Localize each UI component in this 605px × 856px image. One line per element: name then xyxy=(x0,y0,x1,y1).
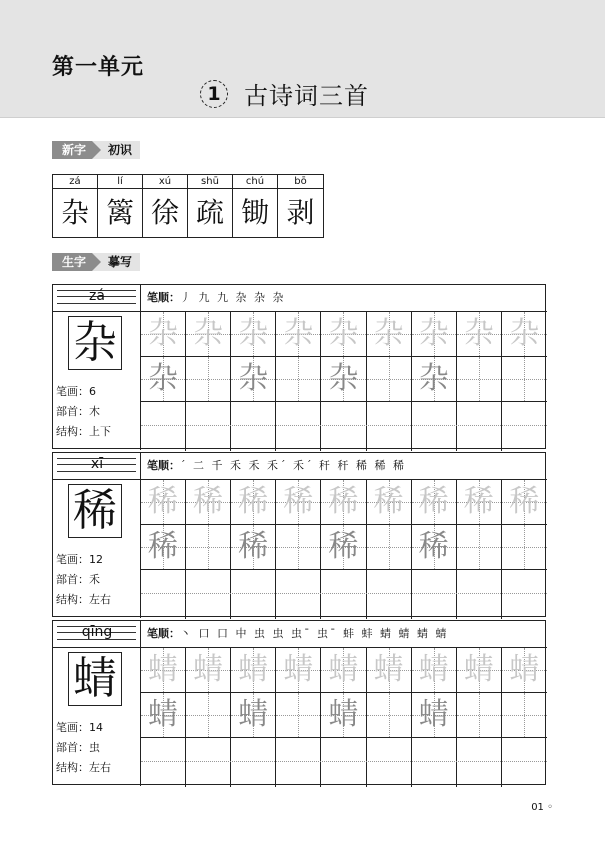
stroke-count-value: 14 xyxy=(89,721,103,734)
structure-label: 结构： xyxy=(56,761,89,774)
writing-cell[interactable] xyxy=(276,402,321,451)
pinyin: xī xyxy=(90,456,104,472)
writing-cell[interactable] xyxy=(321,402,366,451)
lesson-number: 1 xyxy=(200,80,228,108)
trace-char: 蜻 xyxy=(148,652,179,687)
writing-cell[interactable] xyxy=(502,738,547,787)
hanzi: 剥 xyxy=(286,196,315,229)
hanzi: 锄 xyxy=(240,196,269,229)
trace-char: 稀 xyxy=(238,484,269,519)
stroke-order xyxy=(141,621,547,647)
grid-guide xyxy=(141,593,547,594)
trace-char: 稀 xyxy=(373,484,404,519)
recognize-cell xyxy=(188,175,233,237)
model-char: 杂 xyxy=(68,316,122,370)
recognize-cell xyxy=(143,175,188,237)
writing-cell[interactable] xyxy=(502,693,547,738)
trace-char: 杂 xyxy=(238,316,269,351)
section-tag-recognize xyxy=(52,141,140,159)
writing-cell[interactable] xyxy=(321,312,366,357)
stroke-count-label: 笔画： xyxy=(56,385,89,398)
stroke-order-label: 笔顺： xyxy=(147,291,180,304)
sample-char: 稀 xyxy=(238,529,269,564)
trace-char: 杂 xyxy=(373,316,404,351)
section-tag-title: 摹写 xyxy=(92,253,140,271)
char-info xyxy=(53,479,141,618)
sample-char: 杂 xyxy=(148,361,179,396)
radical-label: 部首： xyxy=(56,741,89,754)
trace-char: 蜻 xyxy=(509,652,540,687)
lesson-heading xyxy=(200,76,369,111)
stroke-count-label: 笔画： xyxy=(56,721,89,734)
writing-cell[interactable] xyxy=(276,570,321,619)
trace-char: 蜻 xyxy=(238,652,269,687)
writing-grid xyxy=(141,647,547,786)
radical xyxy=(56,570,100,590)
writing-cell[interactable] xyxy=(141,693,186,738)
writing-cell[interactable] xyxy=(321,693,366,738)
structure-value: 上下 xyxy=(89,425,111,438)
writing-cell[interactable] xyxy=(186,648,231,693)
writing-cell[interactable] xyxy=(231,570,276,619)
stroke-order-label: 笔顺： xyxy=(147,627,180,640)
writing-cell[interactable] xyxy=(412,738,457,787)
structure xyxy=(56,758,111,778)
writing-cell[interactable] xyxy=(141,525,186,570)
writing-cell[interactable] xyxy=(276,480,321,525)
writing-grid xyxy=(141,311,547,450)
trace-char: 稀 xyxy=(509,484,540,519)
pinyin-box xyxy=(53,285,141,311)
structure-value: 左右 xyxy=(89,761,111,774)
writing-cell[interactable] xyxy=(367,570,412,619)
practice-block xyxy=(52,284,546,449)
writing-cell[interactable] xyxy=(457,357,502,402)
writing-cell[interactable] xyxy=(367,480,412,525)
stroke-sequence: 丿 九 九 杂 杂 杂 xyxy=(180,291,286,304)
writing-cell[interactable] xyxy=(367,693,412,738)
sample-char: 蜻 xyxy=(328,697,359,732)
writing-cell[interactable] xyxy=(186,525,231,570)
writing-grid xyxy=(141,479,547,618)
writing-cell[interactable] xyxy=(186,480,231,525)
trace-char: 稀 xyxy=(283,484,314,519)
stroke-count xyxy=(56,550,103,570)
writing-cell[interactable] xyxy=(276,312,321,357)
practice-block xyxy=(52,452,546,617)
writing-cell[interactable] xyxy=(231,357,276,402)
stroke-order xyxy=(141,453,547,479)
stroke-order-label: 笔顺： xyxy=(147,459,180,472)
model-char: 蜻 xyxy=(68,652,122,706)
trace-char: 杂 xyxy=(463,316,494,351)
pinyin: qīng xyxy=(81,624,113,640)
structure xyxy=(56,422,111,442)
writing-cell[interactable] xyxy=(367,357,412,402)
writing-cell[interactable] xyxy=(141,648,186,693)
pinyin: zá xyxy=(53,175,97,189)
stroke-count-value: 12 xyxy=(89,553,103,566)
grid-guide xyxy=(141,425,547,426)
writing-cell[interactable] xyxy=(367,738,412,787)
writing-cell[interactable] xyxy=(321,738,366,787)
writing-cell[interactable] xyxy=(231,480,276,525)
recognize-cell xyxy=(278,175,323,237)
trace-char: 杂 xyxy=(283,316,314,351)
pinyin-box xyxy=(53,621,141,647)
writing-cell[interactable] xyxy=(321,357,366,402)
writing-cell[interactable] xyxy=(412,357,457,402)
recognize-cell xyxy=(98,175,143,237)
writing-cell[interactable] xyxy=(231,525,276,570)
structure-label: 结构： xyxy=(56,593,89,606)
writing-cell[interactable] xyxy=(412,693,457,738)
writing-cell[interactable] xyxy=(457,648,502,693)
sample-char: 蜻 xyxy=(238,697,269,732)
radical-value: 虫 xyxy=(89,741,100,754)
pinyin: chú xyxy=(233,175,277,189)
page-header xyxy=(0,0,605,118)
writing-cell[interactable] xyxy=(186,738,231,787)
grid-guide xyxy=(141,761,547,762)
radical-value: 木 xyxy=(89,405,100,418)
hanzi: 杂 xyxy=(60,196,89,229)
radical-label: 部首： xyxy=(56,405,89,418)
writing-cell[interactable] xyxy=(457,570,502,619)
sample-char: 杂 xyxy=(238,361,269,396)
trace-char: 杂 xyxy=(328,316,359,351)
page-number: 01 ◦ xyxy=(531,802,553,813)
radical-label: 部首： xyxy=(56,573,89,586)
writing-cell[interactable] xyxy=(276,738,321,787)
writing-cell[interactable] xyxy=(412,525,457,570)
trace-char: 稀 xyxy=(148,484,179,519)
sample-char: 稀 xyxy=(148,529,179,564)
trace-char: 稀 xyxy=(418,484,449,519)
writing-cell[interactable] xyxy=(412,480,457,525)
trace-char: 蜻 xyxy=(418,652,449,687)
trace-char: 稀 xyxy=(463,484,494,519)
writing-cell[interactable] xyxy=(186,402,231,451)
writing-cell[interactable] xyxy=(321,570,366,619)
writing-cell[interactable] xyxy=(141,312,186,357)
radical xyxy=(56,402,100,422)
recognize-cell xyxy=(233,175,278,237)
hanzi: 篱 xyxy=(105,196,134,229)
writing-cell[interactable] xyxy=(502,480,547,525)
stroke-sequence: 丶 口 口 中 虫 虫 虫ˉ 虫ˉ 蚌 蚌 蜻 蜻 蜻 蜻 xyxy=(180,627,449,640)
trace-char: 杂 xyxy=(193,316,224,351)
stroke-count xyxy=(56,718,103,738)
writing-cell[interactable] xyxy=(276,648,321,693)
structure xyxy=(56,590,111,610)
trace-char: 蜻 xyxy=(328,652,359,687)
stroke-order xyxy=(141,285,547,311)
writing-cell[interactable] xyxy=(502,525,547,570)
writing-cell[interactable] xyxy=(186,693,231,738)
writing-cell[interactable] xyxy=(367,648,412,693)
writing-cell[interactable] xyxy=(276,693,321,738)
pinyin: bō xyxy=(278,175,323,189)
writing-cell[interactable] xyxy=(321,525,366,570)
trace-char: 蜻 xyxy=(193,652,224,687)
writing-cell[interactable] xyxy=(141,480,186,525)
writing-cell[interactable] xyxy=(231,312,276,357)
structure-label: 结构： xyxy=(56,425,89,438)
writing-cell[interactable] xyxy=(457,693,502,738)
writing-cell[interactable] xyxy=(502,312,547,357)
hanzi: 疏 xyxy=(195,196,224,229)
hanzi: 徐 xyxy=(150,196,179,229)
section-tag-label: 生字 xyxy=(52,253,92,271)
writing-cell[interactable] xyxy=(186,312,231,357)
stroke-sequence: ˊ 二 千 禾 禾 禾ˊ 禾ˊ 秆 秆 稀 稀 稀 xyxy=(180,459,406,472)
writing-cell[interactable] xyxy=(367,525,412,570)
writing-cell[interactable] xyxy=(367,312,412,357)
radical-value: 禾 xyxy=(89,573,100,586)
unit-title: 第一单元 xyxy=(52,55,145,80)
writing-cell[interactable] xyxy=(141,738,186,787)
writing-cell[interactable] xyxy=(502,570,547,619)
sample-char: 蜻 xyxy=(418,697,449,732)
writing-cell[interactable] xyxy=(186,570,231,619)
pinyin: zá xyxy=(89,288,105,304)
char-info xyxy=(53,311,141,450)
stroke-count xyxy=(56,382,96,402)
writing-cell[interactable] xyxy=(502,357,547,402)
writing-cell[interactable] xyxy=(457,738,502,787)
writing-cell[interactable] xyxy=(412,402,457,451)
lesson-title: 古诗词三首 xyxy=(244,82,369,110)
trace-char: 稀 xyxy=(328,484,359,519)
section-tag-write xyxy=(52,253,140,271)
sample-char: 稀 xyxy=(328,529,359,564)
writing-cell[interactable] xyxy=(231,402,276,451)
recognize-table xyxy=(52,174,324,238)
recognize-cell xyxy=(53,175,98,237)
structure-value: 左右 xyxy=(89,593,111,606)
writing-cell[interactable] xyxy=(141,357,186,402)
writing-cell[interactable] xyxy=(457,525,502,570)
sample-char: 蜻 xyxy=(148,697,179,732)
pinyin: lí xyxy=(98,175,142,189)
sample-char: 杂 xyxy=(328,361,359,396)
sample-char: 稀 xyxy=(418,529,449,564)
writing-cell[interactable] xyxy=(231,738,276,787)
writing-cell[interactable] xyxy=(457,312,502,357)
writing-cell[interactable] xyxy=(457,402,502,451)
writing-cell[interactable] xyxy=(231,648,276,693)
writing-cell[interactable] xyxy=(412,648,457,693)
trace-char: 杂 xyxy=(418,316,449,351)
pinyin-box xyxy=(53,453,141,479)
writing-cell[interactable] xyxy=(231,693,276,738)
radical xyxy=(56,738,100,758)
writing-cell[interactable] xyxy=(412,570,457,619)
writing-cell[interactable] xyxy=(457,480,502,525)
writing-cell[interactable] xyxy=(141,402,186,451)
writing-cell[interactable] xyxy=(321,480,366,525)
writing-cell[interactable] xyxy=(367,402,412,451)
writing-cell[interactable] xyxy=(276,357,321,402)
trace-char: 蜻 xyxy=(283,652,314,687)
writing-cell[interactable] xyxy=(141,570,186,619)
writing-cell[interactable] xyxy=(321,648,366,693)
writing-cell[interactable] xyxy=(502,402,547,451)
trace-char: 蜻 xyxy=(373,652,404,687)
model-char: 稀 xyxy=(68,484,122,538)
char-info xyxy=(53,647,141,786)
section-tag-label: 新字 xyxy=(52,141,92,159)
section-tag-title: 初识 xyxy=(92,141,140,159)
trace-char: 稀 xyxy=(193,484,224,519)
writing-cell[interactable] xyxy=(276,525,321,570)
practice-block xyxy=(52,620,546,785)
trace-char: 杂 xyxy=(148,316,179,351)
trace-char: 蜻 xyxy=(463,652,494,687)
pinyin: xú xyxy=(143,175,187,189)
trace-char: 杂 xyxy=(509,316,540,351)
stroke-count-label: 笔画： xyxy=(56,553,89,566)
stroke-count-value: 6 xyxy=(89,385,96,398)
writing-cell[interactable] xyxy=(412,312,457,357)
pinyin: shū xyxy=(188,175,232,189)
writing-cell[interactable] xyxy=(502,648,547,693)
writing-cell[interactable] xyxy=(186,357,231,402)
sample-char: 杂 xyxy=(418,361,449,396)
